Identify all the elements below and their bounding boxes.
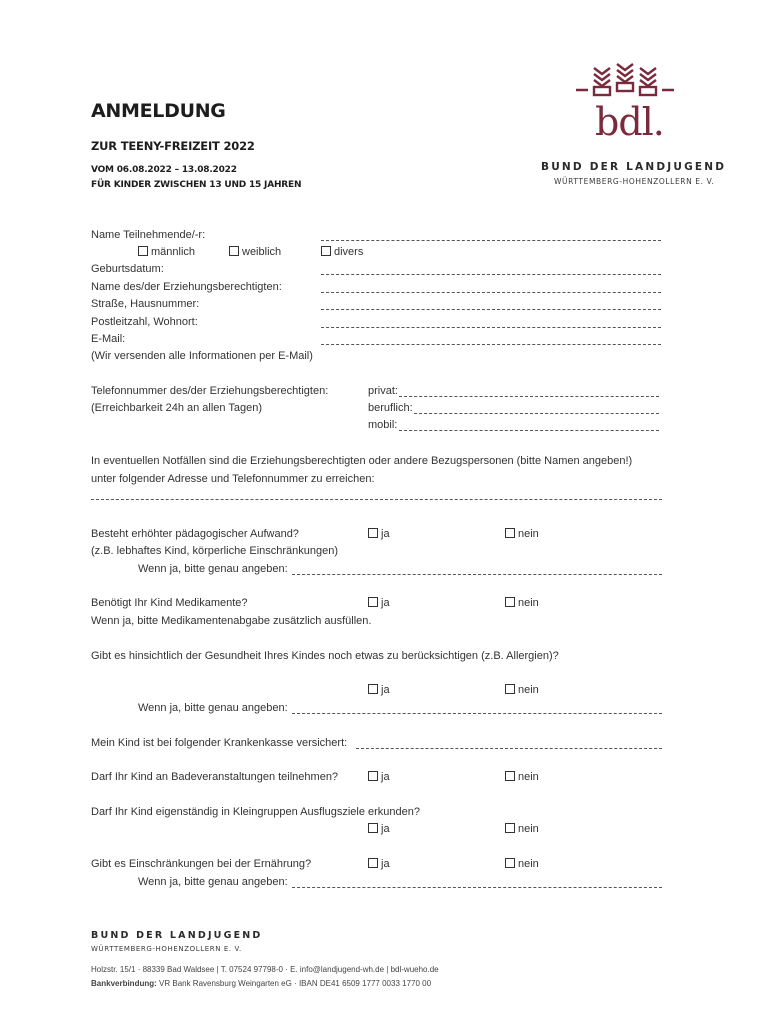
q1-specify-field[interactable] — [292, 574, 662, 575]
footer-org-name: BUND DER LANDJUGEND — [91, 930, 263, 941]
footer-bank — [91, 979, 431, 988]
gender-female-checkbox[interactable] — [229, 246, 239, 256]
q7-no-checkbox[interactable] — [505, 858, 515, 868]
q2-note: Wenn ja, bitte Medikamentenabgabe zusätzlich ausfüllen. — [91, 615, 372, 627]
q2-medication-text: Benötigt Ihr Kind Medikamente? — [91, 597, 248, 609]
birthdate-label: Geburtsdatum: — [91, 263, 164, 275]
zip-label: Postleitzahl, Wohnort: — [91, 316, 198, 328]
gender-male-option[interactable]: männlich — [138, 246, 195, 258]
q5-yes-option[interactable]: ja — [368, 771, 390, 783]
q7-specify-label: Wenn ja, bitte genau angeben: — [138, 876, 288, 888]
name-label: Name Teilnehmende/-r: — [91, 229, 206, 241]
gender-male-checkbox[interactable] — [138, 246, 148, 256]
q5-no-option[interactable]: nein — [505, 771, 539, 783]
logo-wordmark: bdl. — [595, 100, 664, 144]
street-field[interactable] — [321, 309, 661, 310]
phone-private-label: privat: — [368, 385, 398, 397]
phone-label: Telefonnummer des/der Erziehungsberechtigten: — [91, 385, 329, 397]
email-note: (Wir versenden alle Informationen per E-Mail) — [91, 350, 313, 362]
emergency-text-1: In eventuellen Notfällen sind die Erziehungsberechtigten oder andere Bezugspersonen (bitte Namen angeben!) — [91, 455, 633, 467]
phone-work-field[interactable] — [414, 413, 659, 414]
emergency-text-2: unter folgender Adresse und Telefonnummer zu erreichen: — [91, 473, 375, 485]
logo-org-name: BUND DER LANDJUGEND — [541, 161, 727, 173]
q6-no-option[interactable]: nein — [505, 823, 539, 835]
phone-mobile-field[interactable] — [399, 430, 659, 431]
q1-no-option[interactable]: nein — [505, 528, 539, 540]
phone-note: (Erreichbarkeit 24h an allen Tagen) — [91, 402, 263, 414]
q3-no-checkbox[interactable] — [505, 684, 515, 694]
q4-insurance-text: Mein Kind ist bei folgender Krankenkasse versichert: — [91, 737, 348, 749]
q7-yes-option[interactable]: ja — [368, 858, 390, 870]
q2-no-option[interactable]: nein — [505, 597, 539, 609]
zip-field[interactable] — [321, 327, 661, 328]
q6-explore-text: Darf Ihr Kind eigenständig in Kleingruppen Ausflugsziele erkunden? — [91, 806, 420, 818]
phone-mobile-label: mobil: — [368, 419, 398, 431]
q2-yes-checkbox[interactable] — [368, 597, 378, 607]
q3-health-text: Gibt es hinsichtlich der Gesundheit Ihres Kindes noch etwas zu berücksichtigen (z.B. Allergien)? — [91, 650, 559, 662]
gender-female-option[interactable]: weiblich — [229, 246, 281, 258]
q1-specify-label: Wenn ja, bitte genau angeben: — [138, 563, 288, 575]
q1-note: (z.B. lebhaftes Kind, körperliche Einschränkungen) — [91, 545, 339, 557]
q7-diet-text: Gibt es Einschränkungen bei der Ernährung? — [91, 858, 312, 870]
q1-yes-checkbox[interactable] — [368, 528, 378, 538]
q3-specify-label: Wenn ja, bitte genau angeben: — [138, 702, 288, 714]
event-audience: FÜR KINDER ZWISCHEN 13 UND 15 JAHREN — [91, 180, 302, 190]
phone-private-field[interactable] — [399, 396, 659, 397]
birthdate-field[interactable] — [321, 274, 661, 275]
q1-yes-option[interactable]: ja — [368, 528, 390, 540]
q7-specify-field[interactable] — [292, 887, 662, 888]
guardian-label: Name des/der Erziehungsberechtigten: — [91, 281, 282, 293]
email-field[interactable] — [321, 344, 661, 345]
phone-work-label: beruflich: — [368, 402, 413, 414]
logo-chevrons-icon — [576, 62, 676, 102]
form-title: ANMELDUNG — [91, 100, 226, 122]
q3-yes-option[interactable]: ja — [368, 684, 390, 696]
q5-yes-checkbox[interactable] — [368, 771, 378, 781]
footer-bank-label: Bankverbindung: — [91, 979, 157, 988]
q6-yes-checkbox[interactable] — [368, 823, 378, 833]
q5-no-checkbox[interactable] — [505, 771, 515, 781]
name-field[interactable] — [321, 240, 661, 241]
footer-bank-details: VR Bank Ravensburg Weingarten eG · IBAN DE41 6509 1777 0033 1770 00 — [159, 979, 432, 988]
street-label: Straße, Hausnummer: — [91, 298, 200, 310]
q1-no-checkbox[interactable] — [505, 528, 515, 538]
logo-org-region: WÜRTTEMBERG-HOHENZOLLERN E. V. — [554, 177, 715, 186]
q2-yes-option[interactable]: ja — [368, 597, 390, 609]
footer-org-region: WÜRTTEMBERG-HOHENZOLLERN E. V. — [91, 945, 242, 953]
q2-no-checkbox[interactable] — [505, 597, 515, 607]
q3-specify-field[interactable] — [292, 713, 662, 714]
q6-yes-option[interactable]: ja — [368, 823, 390, 835]
gender-diverse-option[interactable]: divers — [321, 246, 363, 258]
email-label: E-Mail: — [91, 333, 126, 345]
q5-swimming-text: Darf Ihr Kind an Badeveranstaltungen teilnehmen? — [91, 771, 339, 783]
q4-insurance-field[interactable] — [356, 748, 662, 749]
gender-diverse-checkbox[interactable] — [321, 246, 331, 256]
footer-address: Holzstr. 15/1 · 88339 Bad Waldsee | T. 07524 97798-0 · E. info@landjugend-wh.de | bdl-wueho.de — [91, 965, 439, 974]
event-dates: VOM 06.08.2022 – 13.08.2022 — [91, 165, 237, 175]
q7-no-option[interactable]: nein — [505, 858, 539, 870]
q6-no-checkbox[interactable] — [505, 823, 515, 833]
q1-pedagogy-text: Besteht erhöhter pädagogischer Aufwand? — [91, 528, 299, 540]
guardian-field[interactable] — [321, 292, 661, 293]
q7-yes-checkbox[interactable] — [368, 858, 378, 868]
emergency-contact-field[interactable] — [91, 499, 662, 500]
q3-yes-checkbox[interactable] — [368, 684, 378, 694]
q3-no-option[interactable]: nein — [505, 684, 539, 696]
form-subtitle: ZUR TEENY-FREIZEIT 2022 — [91, 139, 255, 153]
